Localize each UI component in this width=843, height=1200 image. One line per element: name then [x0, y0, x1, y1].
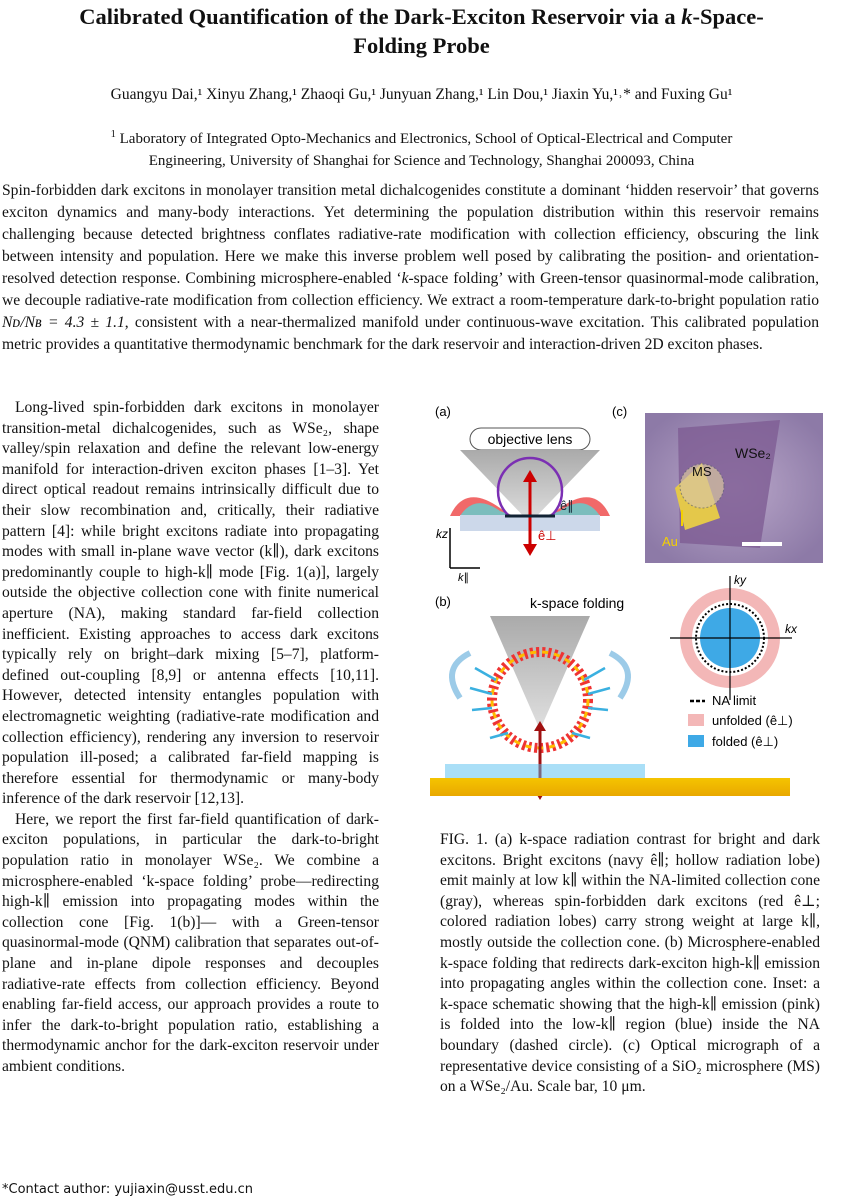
body-paragraph-1: Long-lived spin-forbidden dark excitons in monolayer transition-metal dichalcogenides, such as WSe₂, shape valley/spin relaxation and define the relevant low-energy manifold for interaction-driven exciton phases [1–3]. Yet direct optical readout remains intrinsically difficult due to their slow recombination and, critically, their radiative pattern [4]: while bright excitons radiate into propagating modes with small in-plane wave vector (k∥), dark excitons predominantly couple to high-k∥ mode [Fig. 1(a)], largely outside the objective collection cone with finite numerical aperture (NA), making standard far-field collection inefficient. Existing approaches to access dark excitons typically rely on bright–dark mixing [5–7], platform-defined out-coupling [8,9] or antenna effects [10,11]. However, detected intensity entangles population with electromagnetic weighting (radiative-rate modification and collection efficiency), rendering any inversion to reservoir population ill-posed; a calibrated far-field mapping is therefore essential for thermodynamic or many-body inference of the dark reservoir [12,13].: [2, 399, 379, 808]
title-line2: Folding Probe: [353, 33, 490, 58]
e-par-label: ê∥: [560, 498, 574, 513]
micro-wse2-label: WSe₂: [735, 445, 771, 461]
legend-folded-label: folded (ê⊥): [712, 734, 779, 749]
e-perp-label: ê⊥: [538, 528, 557, 543]
field-layer: [445, 764, 645, 778]
legend-unfolded-label: unfolded (ê⊥): [712, 713, 793, 728]
fold-arrow-left: [452, 653, 470, 698]
panel-c-label: (c): [612, 404, 628, 419]
kx-label: kx: [785, 622, 797, 636]
abstract-part1: Spin-forbidden dark excitons in monolayer transition metal dichalcogenides constitute a dominant ‘hidden reservoir’ that governs exciton dynamics and many-body interactions. Yet determining the population distribution within this reservoir remains challenging because detected brightness conflates radiative-rate modification with collection efficiency, obscuring the link between intensity and population. Here we make this inverse problem well posed by calibrating the position- and orientation-resolved detection response. Combining microsphere-enabled ‘: [2, 182, 819, 287]
abstract-part3: , consistent with a near-thermalized manifold under continuous-wave excitation. This calibrated population metric provides a quantitative thermodynamic benchmark for the dark reservoir and interaction-driven 2D exciton phases.: [2, 314, 819, 353]
affiliation-mark: 1: [110, 129, 116, 140]
title-italic-k: k: [681, 4, 693, 29]
dipole-arrowhead-up: [534, 721, 546, 731]
abstract-part2: -space folding’ with Green-tensor quasinormal-mode calibration, we decouple radiative-rate modification from collection efficiency. We extract a room-temperature dark-to-bright population ratio: [2, 270, 819, 309]
title-line1-end: -Space-: [692, 4, 764, 29]
fold-arrow-right: [610, 653, 628, 698]
affiliation-line2: Engineering, University of Shanghai for Science and Technology, Shanghai 200093, China: [148, 153, 695, 169]
e-perp-arrowhead-down: [523, 544, 537, 556]
abstract-ratio: Nᴅ/Nʙ = 4.3 ± 1.1: [2, 314, 125, 331]
paper-title: [0, 2, 843, 60]
affiliation-line1: Laboratory of Integrated Opto-Mechanics and Electronics, School of Optical-Electrical and Computer: [115, 131, 733, 147]
body-paragraph-2: Here, we report the first far-field quantification of dark-exciton populations, in particular the dark-to-bright population ratio in monolayer WSe₂. We combine a microsphere-enabled ‘k-space folding’ probe—redirecting high-k∥ emission into propagating modes within the collection cone [Fig. 1(b)]— with a Green-tensor quasinormal-mode (QNM) calibration that separates out-of-plane and in-plane dipole responses and decouples radiative-rate effects from collection efficiency. Beyond enabling far-field access, our approach provides a route to infer the dark-to-bright population ratio, establishing a thermodynamic anchor for the dark-exciton reservoir under ambient conditions.: [2, 810, 379, 1075]
legend-folded-swatch: [688, 735, 704, 747]
figure-caption: FIG. 1. (a) k-space radiation contrast for bright and dark excitons. Bright excitons (navy ê∥; hollow radiation lobe) emit mainly at low k∥ within the NA-limited collection cone (gray), whereas spin-forbidden dark excitons (red ê⊥; colored radiation lobes) carry strong weight at large k∥, mostly outside the collection cone. (b) Microsphere-enabled k-space folding that redirects dark-exciton high-k∥ emission into propagating angles within the collection cone. Inset: a k-space schematic showing that the high-k∥ emission (pink) is folded into the low-k∥ region (blue) inside the NA boundary (dashed circle). (c) Optical micrograph of a representative device consisting of a SiO₂ microsphere (MS) on a WSe₂/Au. Scale bar, 10 μm.: [440, 831, 820, 1096]
kspace-folding-label: k-space folding: [530, 595, 625, 611]
micro-au-label: Au: [662, 534, 678, 549]
panel-b-label: (b): [435, 594, 451, 609]
abstract: [2, 180, 819, 356]
kz-label: kz: [436, 527, 448, 541]
objective-lens-label: objective lens: [487, 431, 573, 447]
legend-unfolded-swatch: [688, 714, 704, 726]
ky-label: ky: [734, 573, 746, 587]
affiliation: [60, 124, 783, 172]
abstract-k: k: [401, 270, 409, 287]
body-left-column: [2, 398, 379, 1078]
kpar-label: k∥: [458, 572, 469, 584]
figure-1-graphic: [430, 398, 835, 823]
figure-1: [430, 398, 835, 823]
legend-na-label: NA limit: [712, 693, 757, 708]
panel-a-label: (a): [435, 404, 451, 419]
micro-ms-label: MS: [692, 464, 712, 479]
contact-footer: *Contact author: yujiaxin@usst.edu.cn: [2, 1182, 254, 1197]
author-list: Guangyu Dai,¹ Xinyu Zhang,¹ Zhaoqi Gu,¹ Junyuan Zhang,¹ Lin Dou,¹ Jiaxin Yu,¹˒* and Fuxing Gu¹: [110, 86, 733, 103]
title-line1: Calibrated Quantification of the Dark-Exciton Reservoir via a: [79, 4, 682, 29]
gold-substrate: [430, 778, 790, 796]
